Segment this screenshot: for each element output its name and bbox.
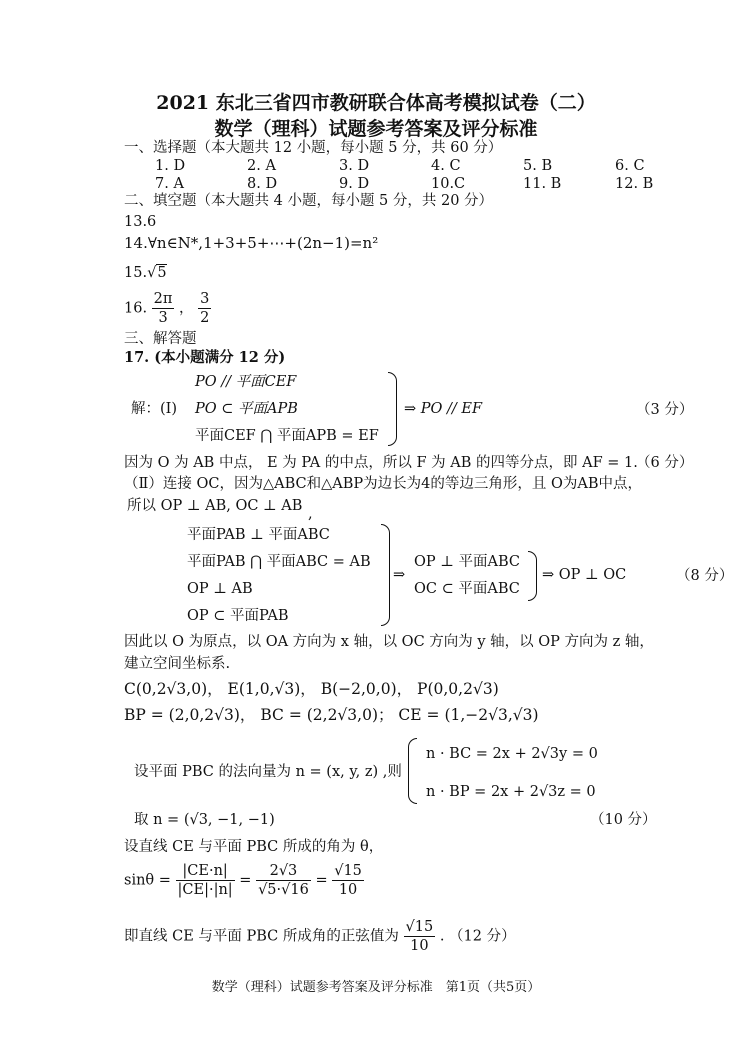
page-footer: 数学（理科）试题参考答案及评分标准 第1页（共5页） xyxy=(211,980,541,995)
sin-formula: sinθ = $\frac{|CE\cdot n|}{|CE|\cdot|n|}$ = $\frac{2√3}{√5\cdot√16}$ = $\frac{√15}{10}$ xyxy=(124,863,362,898)
score-6: （6 分） xyxy=(636,455,694,471)
conclusion-line xyxy=(124,918,516,955)
answer-16-prefix: 16. xyxy=(124,300,148,317)
section-heading-solve: 三、解答题 xyxy=(124,331,197,347)
part2-mid-brace xyxy=(528,551,537,601)
sin-frac2-num: 2√3 xyxy=(256,862,311,881)
part2-brace-line-1: 平面PAB ⊥ 平面ABC xyxy=(187,527,330,543)
part2-mid-line-2: OC ⊂ 平面ABC xyxy=(414,581,520,597)
normal-eq-1: n · BC = 2x + 2√3y = 0 xyxy=(426,746,598,762)
part2-right-brace xyxy=(381,524,390,626)
question-17-title: 17. (本小题满分 12 分) xyxy=(124,349,286,366)
answer-15-prefix: 15. xyxy=(124,265,148,281)
angle-line: 设直线 CE 与平面 PBC 所成的角为 θ， xyxy=(124,839,384,855)
conclusion-num: √15 xyxy=(405,919,434,935)
part1-right-brace xyxy=(388,372,397,446)
answer-item: 4. C xyxy=(431,158,461,174)
page-title: 2021 东北三省四市教研联合体高考模拟试卷（二） xyxy=(156,92,596,114)
answer-item: 7. A xyxy=(155,176,184,192)
answer-16-a-den: 3 xyxy=(158,310,168,326)
page-subtitle: 数学（理科）试题参考答案及评分标准 xyxy=(214,118,538,140)
coord-line-1: 因此以 O 为原点，以 OA 方向为 x 轴，以 OC 方向为 y 轴，以 OP 方向为 z 轴， xyxy=(124,634,654,650)
part2-result: ⇒ OP ⊥ OC xyxy=(542,567,627,583)
part2-brace-line-2: 平面PAB ⋂ 平面ABC = AB xyxy=(187,554,371,570)
answer-15: 15.√5 xyxy=(124,265,167,281)
line-af: 因为 O 为 AB 中点， E 为 PA 的中点，所以 F 为 AB 的四等分点，即 AF = 1. xyxy=(124,455,638,471)
answer-14: 14.∀n∈N*,1+3+5+⋯+(2n−1)=n² xyxy=(124,234,379,252)
answer-13: 13.6 xyxy=(124,214,157,230)
normal-left-brace xyxy=(408,738,417,804)
conclusion-end: . （12 分） xyxy=(439,928,516,945)
sin-frac3-den: 10 xyxy=(338,882,358,898)
score-10: （10 分） xyxy=(590,812,657,828)
section-heading-choice: 一、选择题（本大题共 12 小题，每小题 5 分，共 60 分） xyxy=(124,140,503,156)
part2-line-2: 所以 OP ⊥ AB, OC ⊥ AB xyxy=(127,498,303,514)
answer-item: 11. B xyxy=(523,176,562,192)
sin-lhs: sinθ = xyxy=(124,872,171,889)
part1-line-3: 平面CEF ⋂ 平面APB = EF xyxy=(195,428,379,444)
answer-item: 10.C xyxy=(431,176,466,192)
points-line: C(0,2√3,0)， E(1,0,√3)， B(−2,0,0)， P(0,0,2√3) xyxy=(124,680,499,698)
sin-frac3-num: √15 xyxy=(334,863,362,879)
sin-frac1-num: |CE·n| xyxy=(176,862,235,881)
answer-16-b-den: 2 xyxy=(200,310,210,326)
coord-line-2: 建立空间坐标系. xyxy=(124,656,231,672)
answer-item: 3. D xyxy=(339,158,370,174)
solution-label: 解：(Ⅰ) xyxy=(131,401,178,417)
score-3: （3 分） xyxy=(636,402,694,418)
answer-item: 1. D xyxy=(155,158,186,174)
sin-frac2-den: √5·√16 xyxy=(258,882,309,898)
answer-16-a-num: 2π xyxy=(153,291,173,307)
score-8: （8 分） xyxy=(676,568,734,584)
part2-comma: , xyxy=(308,506,313,522)
part1-line-1: PO // 平面CEF xyxy=(195,374,297,390)
answer-15-value: 5 xyxy=(157,265,167,281)
part2-brace-line-3: OP ⊥ AB xyxy=(187,581,253,597)
answer-item: 5. B xyxy=(523,158,553,174)
normal-eq-2: n · BP = 2x + 2√3z = 0 xyxy=(426,784,596,800)
answer-item: 12. B xyxy=(615,176,654,192)
part2-line-1: （Ⅱ）连接 OC，因为△ABC和△ABP为边长为4的等边三角形，且 O为AB中点， xyxy=(124,476,642,492)
answer-16: 16. $\frac{2\pi}{3}$ ， $\frac{3}{2}$ xyxy=(124,291,210,326)
vectors-line: BP = (2,0,2√3)， BC = (2,2√3,0)； CE = (1,−2√3,√3) xyxy=(124,706,539,724)
answer-item: 9. D xyxy=(339,176,370,192)
answer-item: 8. D xyxy=(247,176,278,192)
answer-item: 2. A xyxy=(247,158,276,174)
part1-result: ⇒ PO // EF xyxy=(404,401,483,417)
answer-item: 6. C xyxy=(615,158,645,174)
conclusion-text: 即直线 CE 与平面 PBC 所成角的正弦值为 xyxy=(124,928,399,945)
answer-16-b-num: 3 xyxy=(200,291,210,307)
sin-frac1-den: |CE|·|n| xyxy=(177,882,233,898)
part1-line-2: PO ⊂ 平面APB xyxy=(195,401,298,417)
part2-brace-line-4: OP ⊂ 平面PAB xyxy=(187,608,289,624)
section-heading-fill: 二、填空题（本大题共 4 小题，每小题 5 分，共 20 分） xyxy=(124,193,494,209)
part2-mid-arrow: ⇒ xyxy=(393,567,406,583)
normal-take: 取 n = (√3, −1, −1) xyxy=(134,812,275,828)
part2-mid-line-1: OP ⊥ 平面ABC xyxy=(414,554,520,570)
conclusion-den: 10 xyxy=(410,938,429,954)
normal-intro: 设平面 PBC 的法向量为 n = (x, y, z) ,则 xyxy=(134,764,402,780)
